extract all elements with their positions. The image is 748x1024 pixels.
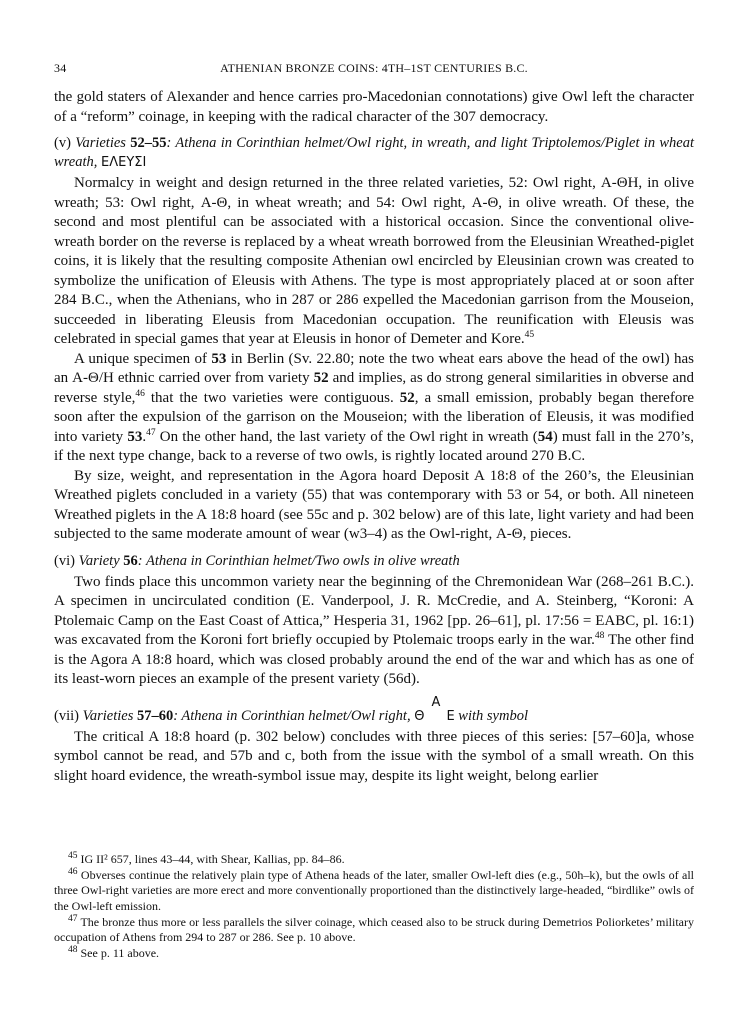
footnote — [54, 852, 694, 867]
section-label: Varieties — [82, 707, 137, 724]
variety-ref: 54 — [537, 428, 553, 445]
running-head — [54, 61, 694, 77]
page-number: 34 — [54, 61, 67, 75]
variety-range: 57–60 — [136, 707, 174, 724]
footnote — [54, 946, 694, 961]
variety-ref: 53 — [211, 350, 227, 367]
section-heading-vii — [54, 694, 694, 726]
section-heading-vi — [54, 552, 694, 571]
footnote-number: 46 — [68, 867, 78, 878]
footnote-text: See p. 11 above. — [80, 946, 160, 961]
text-run: ) must fall in the 270’s, if the next type change, back to a reverse of two owls, is rightly located around 270 B.C. — [54, 428, 695, 464]
footnote-text: The bronze thus more or less parallels the silver coinage, which ceased also to be struck during Demetrios Poliorketes’ military occupation of Athens from 294 to 287 or 286. See p. 10 above. — [54, 914, 694, 945]
section-number: (v) — [54, 135, 76, 151]
footnote-number: 48 — [68, 945, 78, 956]
variety-ref: 52 — [313, 370, 329, 386]
footnote-ref: 46 — [135, 388, 145, 399]
footnote-number: 47 — [68, 913, 78, 924]
section-label: Variety — [78, 552, 124, 569]
legend-right: Ε — [446, 708, 455, 724]
section-tail: with symbol — [454, 707, 528, 724]
paragraph-continuation: the gold staters of Alexander and hence carries pro-Macedonian connotations) give Owl left the character of a “reform” coinage, in keeping with the radical character of the 307 democracy. — [54, 89, 694, 125]
footnote-text: Obverses continue the relatively plain type of Athena heads of the later, smaller Owl-left dies (e.g., 50h–k), but the owls of all three Owl-right varieties are more erect and more conventionally proportioned than the distinctively large-headed, “birdlike” owls of the Owl-left emission. — [54, 868, 694, 913]
legend-left: Θ — [414, 708, 425, 724]
variety-ref: 53 — [127, 428, 143, 445]
section-description: : Athena in Corinthian helmet/Owl right, — [173, 707, 415, 724]
paragraph — [54, 573, 694, 690]
text-run: A unique specimen of — [74, 350, 212, 367]
section-number: (vii) — [54, 707, 83, 724]
text-run: On the other hand, the last variety of the Owl right in wreath ( — [155, 428, 538, 445]
section-number: (vi) — [54, 552, 79, 569]
footnote-ref: 45 — [524, 330, 535, 340]
footnote-ref: 48 — [594, 631, 605, 641]
footnotes — [54, 852, 694, 962]
paragraph — [54, 174, 694, 350]
paragraph-text: Two finds place this uncommon variety near the beginning of the Chremonidean War (268–261 B.C.). A specimen in uncirculated condition (E. Vanderpool, J. R. McCredie, and A. Steinberg, “Koroni: A Ptolemaic Camp on the East Coast of Attica,” Hesperia 31, 1962 [pp. 26–61], pl. 17:56 = EABC, pl. 16:1) was excavated from the Koroni fort briefly occupied by Ptolemaic troops early in the war. — [54, 573, 694, 648]
footnote — [54, 868, 694, 914]
legend-top: Α — [431, 694, 441, 710]
main-text — [54, 88, 694, 786]
coin-legend: ΕΛΕΥΣΙ — [101, 155, 147, 170]
variety-range: 52–55 — [130, 135, 167, 151]
variety-range: 56 — [123, 552, 138, 569]
legend-stack — [424, 694, 446, 720]
text-run: , a small emission, probably began therefore soon after the expulsion of the garrison on the Mouseion; with the liberation of Eleusis, it was modified into variety — [54, 389, 694, 445]
section-label: Varieties — [75, 135, 131, 151]
footnote-ref: 47 — [146, 427, 156, 438]
paragraph-text: Normalcy in weight and design returned in the three related varieties, 52: Owl right, Α-ΘΗ, in olive wreath; 53: Owl right, Α-Θ, in wheat wreath; and 54: Owl right, Α-Θ, in olive wreath. Of these, the second and most plentiful can be associated with a historical occasion. Since the conventional olive-wreath border on the reverse is replaced by a wheat wreath borrowed from the Eleusinian Wreathed-piglet coins, it is likely that the resulting composite Athenian owl encircled by Eleusinian crown was created to symbolize the unification of Eleusis with Athens. The type is most appropriately placed at or soon after 284 B.C., when the Athenians, who in 287 or 286 expelled the Macedonian garrison from the Mouseion, succeeded in liberating Eleusis from Macedonian occupation. The reunification with Eleusis was celebrated in special games that year at Eleusis in honor of Demeter and Kore. — [54, 175, 694, 347]
running-title: ATHENIAN BRONZE COINS: 4TH–1ST CENTURIES B.C. — [220, 61, 528, 75]
text-run: in Berlin (Sv. 22.80; note the two wheat ears above the head of the owl) has an Α-Θ/Η ethnic carried over from variety — [54, 350, 694, 386]
footnote-number: 45 — [68, 851, 78, 861]
section-heading-v — [54, 134, 694, 172]
footnote-text: IG II² 657, lines 43–44, with Shear, Kallias, pp. 84–86. — [80, 852, 345, 866]
footnote — [54, 915, 694, 945]
paragraph: A unique specimen of 53 in Berlin (Sv. 22.80; note the two wheat ears above the head of the owl) has an Α-Θ/Η ethnic carried over from variety 52 and implies, as do strong general similarities in obverse and reverse style,$^{46}$ that the two varieties were contiguous. 52, a small emission, probably began therefore soon after the expulsion of the garrison on the Mouseion; with the liberation of Eleusis, it was modified into variety 53.47 On the other hand, the last variety of the Owl right in wreath (54) must fall in the 270’s, if the next type change, back to a reverse of two owls, is rightly located around 270 B.C. — [54, 350, 695, 464]
text-run: and implies, as do strong general similarities in obverse and reverse style, — [54, 370, 694, 406]
paragraph: By size, weight, and representation in the Agora hoard Deposit A 18:8 of the 260’s, the Eleusinian Wreathed piglets concluded in a variety (55) that was contemporary with 53 or 54, or both. All nineteen Wreathed piglets in the A 18:8 hoard (see 55c and p. 302 below) are of this late, light variety and had been subjected to the same moderate amount of wear (w3–4) as the Owl-right, Α-Θ, pieces. — [54, 467, 694, 542]
text-run: that the two varieties were contiguous. — [144, 389, 400, 406]
paragraph-text: The other find is the Agora A 18:8 hoard, which was closed probably around the end of the war and which has as one of its least-worn pieces an example of the present variety (56d). — [54, 632, 694, 687]
variety-ref: 52 — [399, 389, 415, 406]
paragraph: The critical A 18:8 hoard (p. 302 below) concludes with three pieces of this series: [57–60]a, whose symbol cannot be read, and 57b and c, both from the issue with the symbol of a small wreath. On this slight hoard evidence, the wreath-symbol issue may, despite its light weight, belong earlier — [54, 728, 694, 784]
section-description: : Athena in Corinthian helmet/Two owls in olive wreath — [137, 552, 460, 569]
section-description: : Athena in Corinthian helmet/Owl right, in wreath, and light Triptolemos/Piglet in wheat wreath, — [54, 135, 694, 170]
